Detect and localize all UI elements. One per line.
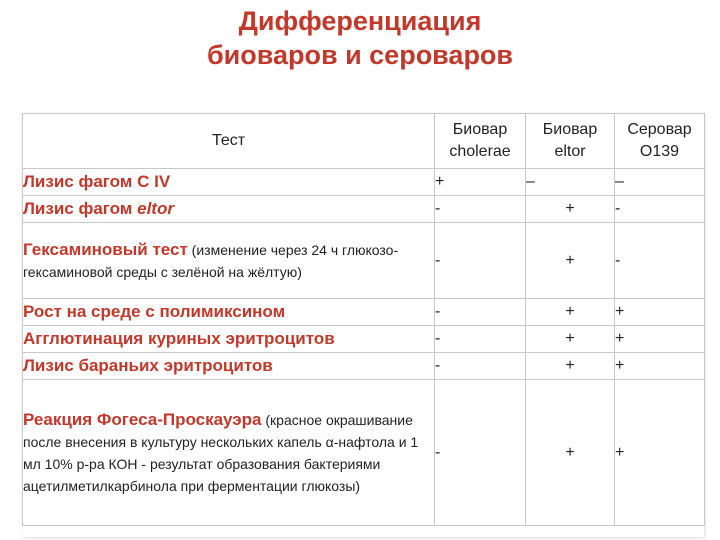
table-header-row xyxy=(23,114,705,169)
value-cholerae: - xyxy=(435,326,526,353)
table-row xyxy=(23,326,705,353)
table-row xyxy=(23,223,705,299)
test-title: Реакция Фогеса-Проскауэра xyxy=(23,409,262,429)
header-test: Тест xyxy=(23,114,435,169)
header-col3-line2: О139 xyxy=(639,143,680,160)
table-row xyxy=(23,299,705,326)
header-col1-line2: cholerae xyxy=(449,143,511,160)
test-title: Лизис фагом С IV xyxy=(23,172,171,191)
table-row xyxy=(23,169,705,196)
value-cholerae: + xyxy=(435,169,526,196)
row-test-name xyxy=(23,353,435,380)
test-title-prefix: Лизис фагом xyxy=(23,199,138,218)
value-o139: - xyxy=(615,223,705,299)
value-eltor: + xyxy=(526,196,615,223)
header-biovar-cholerae xyxy=(435,114,526,169)
header-serovar-o139 xyxy=(615,114,705,169)
value-o139: + xyxy=(615,353,705,380)
test-title: Агглютинация куриных эритроцитов xyxy=(23,329,335,348)
test-note: (красное окрашивание после внесения в культуру нескольких капель α-нафтола и 1 мл 10% р-ра КОН - результат образования бактериями ацетилметилкарбинола при ферментации глюкозы) xyxy=(23,411,419,494)
test-title: Гексаминовый тест xyxy=(23,239,188,259)
value-eltor: + xyxy=(526,353,615,380)
table-row xyxy=(23,353,705,380)
row-test-name xyxy=(23,169,435,196)
row-test-name xyxy=(23,223,435,299)
slide-title-line2: биоваров и сероваров xyxy=(206,40,514,70)
value-o139: + xyxy=(615,326,705,353)
value-o139: - xyxy=(615,196,705,223)
value-eltor: + xyxy=(526,223,615,299)
test-title: Рост на среде с полимиксином xyxy=(23,302,286,321)
row-test-name xyxy=(23,299,435,326)
value-cholerae: - xyxy=(435,196,526,223)
row-test-name xyxy=(23,380,435,526)
slide-title-line1: Дифференциация xyxy=(238,6,482,36)
value-cholerae: - xyxy=(435,299,526,326)
slide-title xyxy=(0,4,720,72)
header-col3-line1: Серовар xyxy=(627,121,692,138)
value-eltor: + xyxy=(526,326,615,353)
value-eltor: + xyxy=(526,380,615,526)
header-col2-line2: eltor xyxy=(554,143,586,160)
test-note: (изменение через 24 ч глюкозо-гексаминовой среды с зелёной на жёлтую) xyxy=(23,241,399,280)
header-col2-line1: Биовар xyxy=(542,121,598,138)
value-o139: – xyxy=(615,169,705,196)
value-o139: + xyxy=(615,299,705,326)
value-cholerae: - xyxy=(435,353,526,380)
value-o139: + xyxy=(615,380,705,526)
value-cholerae: - xyxy=(435,380,526,526)
row-test-name xyxy=(23,196,435,223)
header-biovar-eltor xyxy=(526,114,615,169)
value-cholerae: - xyxy=(435,223,526,299)
value-eltor: + xyxy=(526,299,615,326)
value-eltor: – xyxy=(526,169,615,196)
header-col1-line1: Биовар xyxy=(452,121,508,138)
test-title xyxy=(23,199,174,218)
differentiation-table xyxy=(22,113,705,526)
test-title-italic: eltor xyxy=(137,199,174,218)
test-title: Лизис бараньих эритроцитов xyxy=(23,356,273,375)
row-test-name xyxy=(23,326,435,353)
table-row xyxy=(23,196,705,223)
table-row xyxy=(23,380,705,526)
